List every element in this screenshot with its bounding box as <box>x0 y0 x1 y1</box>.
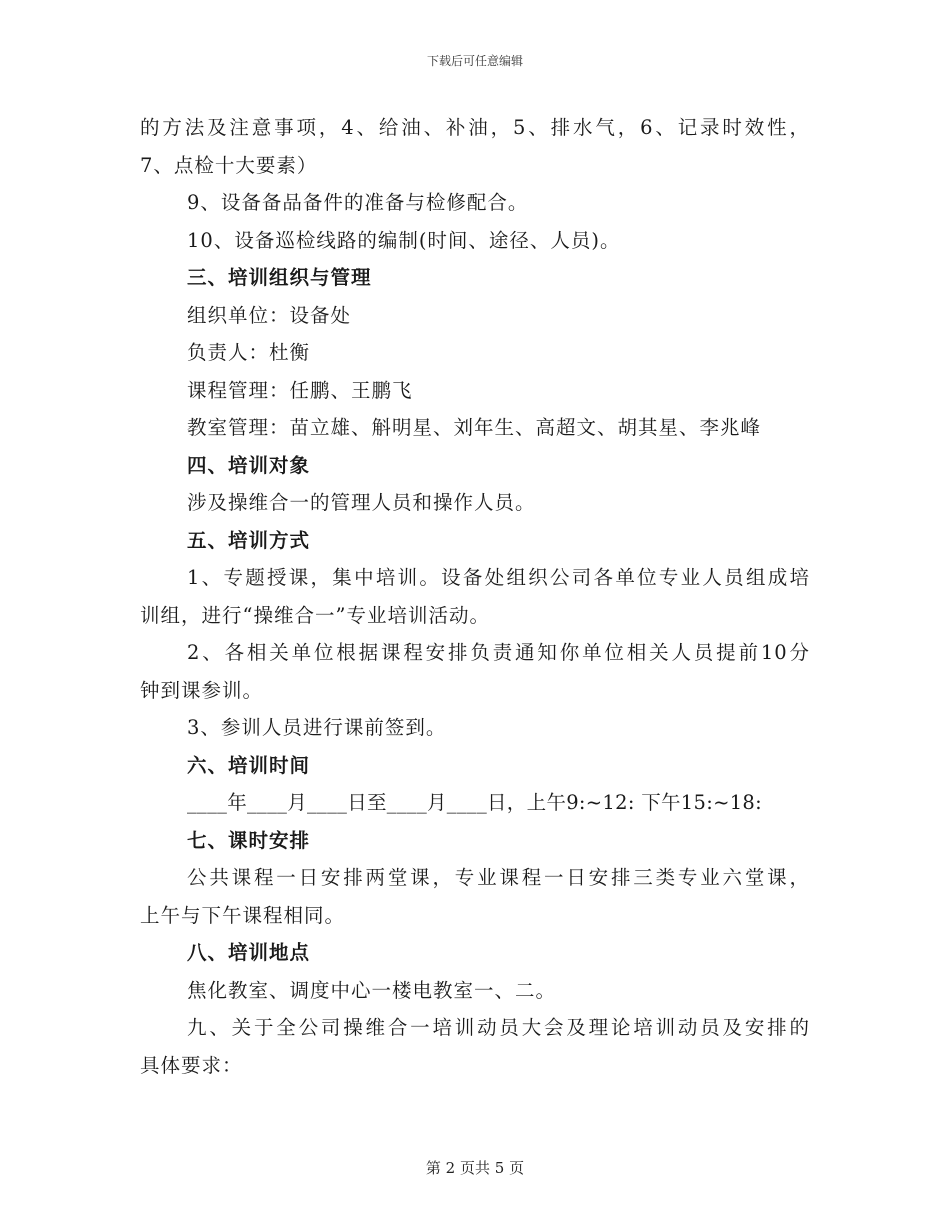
list-item: 1、专题授课，集中培训。设备处组织公司各单位专业人员组成培 <box>187 566 810 589</box>
paragraph-line: 上午与下午课程相同。 <box>140 903 346 927</box>
page-footer: 第 2 页共 5 页 <box>425 1159 525 1177</box>
section-heading: 八、培训地点 <box>187 941 311 964</box>
paragraph-line: 钟到课参训。 <box>140 678 264 702</box>
document-body <box>140 109 810 1084</box>
paragraph-line: ____年____月____日至____月____日，上午9:~12: 下午15:~18: <box>187 791 763 814</box>
paragraph-line: 负责人：杜衡 <box>187 341 311 364</box>
page-header: 下载后可任意编辑 <box>426 54 523 68</box>
paragraph-line: 焦化教室、调度中心一楼电教室一、二。 <box>187 978 557 1002</box>
paragraph-line: 7、点检十大要素） <box>140 153 318 177</box>
section-heading: 四、培训对象 <box>187 453 311 477</box>
list-item: 2、各相关单位根据课程安排负责通知你单位相关人员提前10分 <box>187 641 810 664</box>
paragraph-line: 组织单位：设备处 <box>187 303 352 327</box>
paragraph-line: 的方法及注意事项，4、给油、补油，5、排水气，6、记录时效性， <box>140 116 810 139</box>
section-heading: 五、培训方式 <box>187 528 311 552</box>
list-item: 10、设备巡检线路的编制(时间、途径、人员)。 <box>187 228 621 252</box>
section-heading: 三、培训组织与管理 <box>187 266 372 289</box>
paragraph-line: 涉及操维合一的管理人员和操作人员。 <box>187 491 536 514</box>
paragraph-line: 教室管理：苗立雄、斛明星、刘年生、高超文、胡其星、李兆峰 <box>187 416 762 439</box>
list-item: 9、设备备品备件的准备与检修配合。 <box>187 191 529 214</box>
paragraph-line: 九、关于全公司操维合一培训动员大会及理论培训动员及安排的 <box>187 1016 810 1039</box>
section-heading: 六、培训时间 <box>187 753 311 777</box>
paragraph-line: 课程管理：任鹏、王鹏飞 <box>187 378 413 402</box>
paragraph-line: 公共课程一日安排两堂课，专业课程一日安排三类专业六堂课， <box>187 866 810 889</box>
list-item: 3、参训人员进行课前签到。 <box>187 716 447 739</box>
section-heading: 七、课时安排 <box>187 828 311 852</box>
paragraph-line: 具体要求： <box>140 1053 243 1077</box>
paragraph-line: 训组，进行“操维合一”专业培训活动。 <box>140 603 490 627</box>
